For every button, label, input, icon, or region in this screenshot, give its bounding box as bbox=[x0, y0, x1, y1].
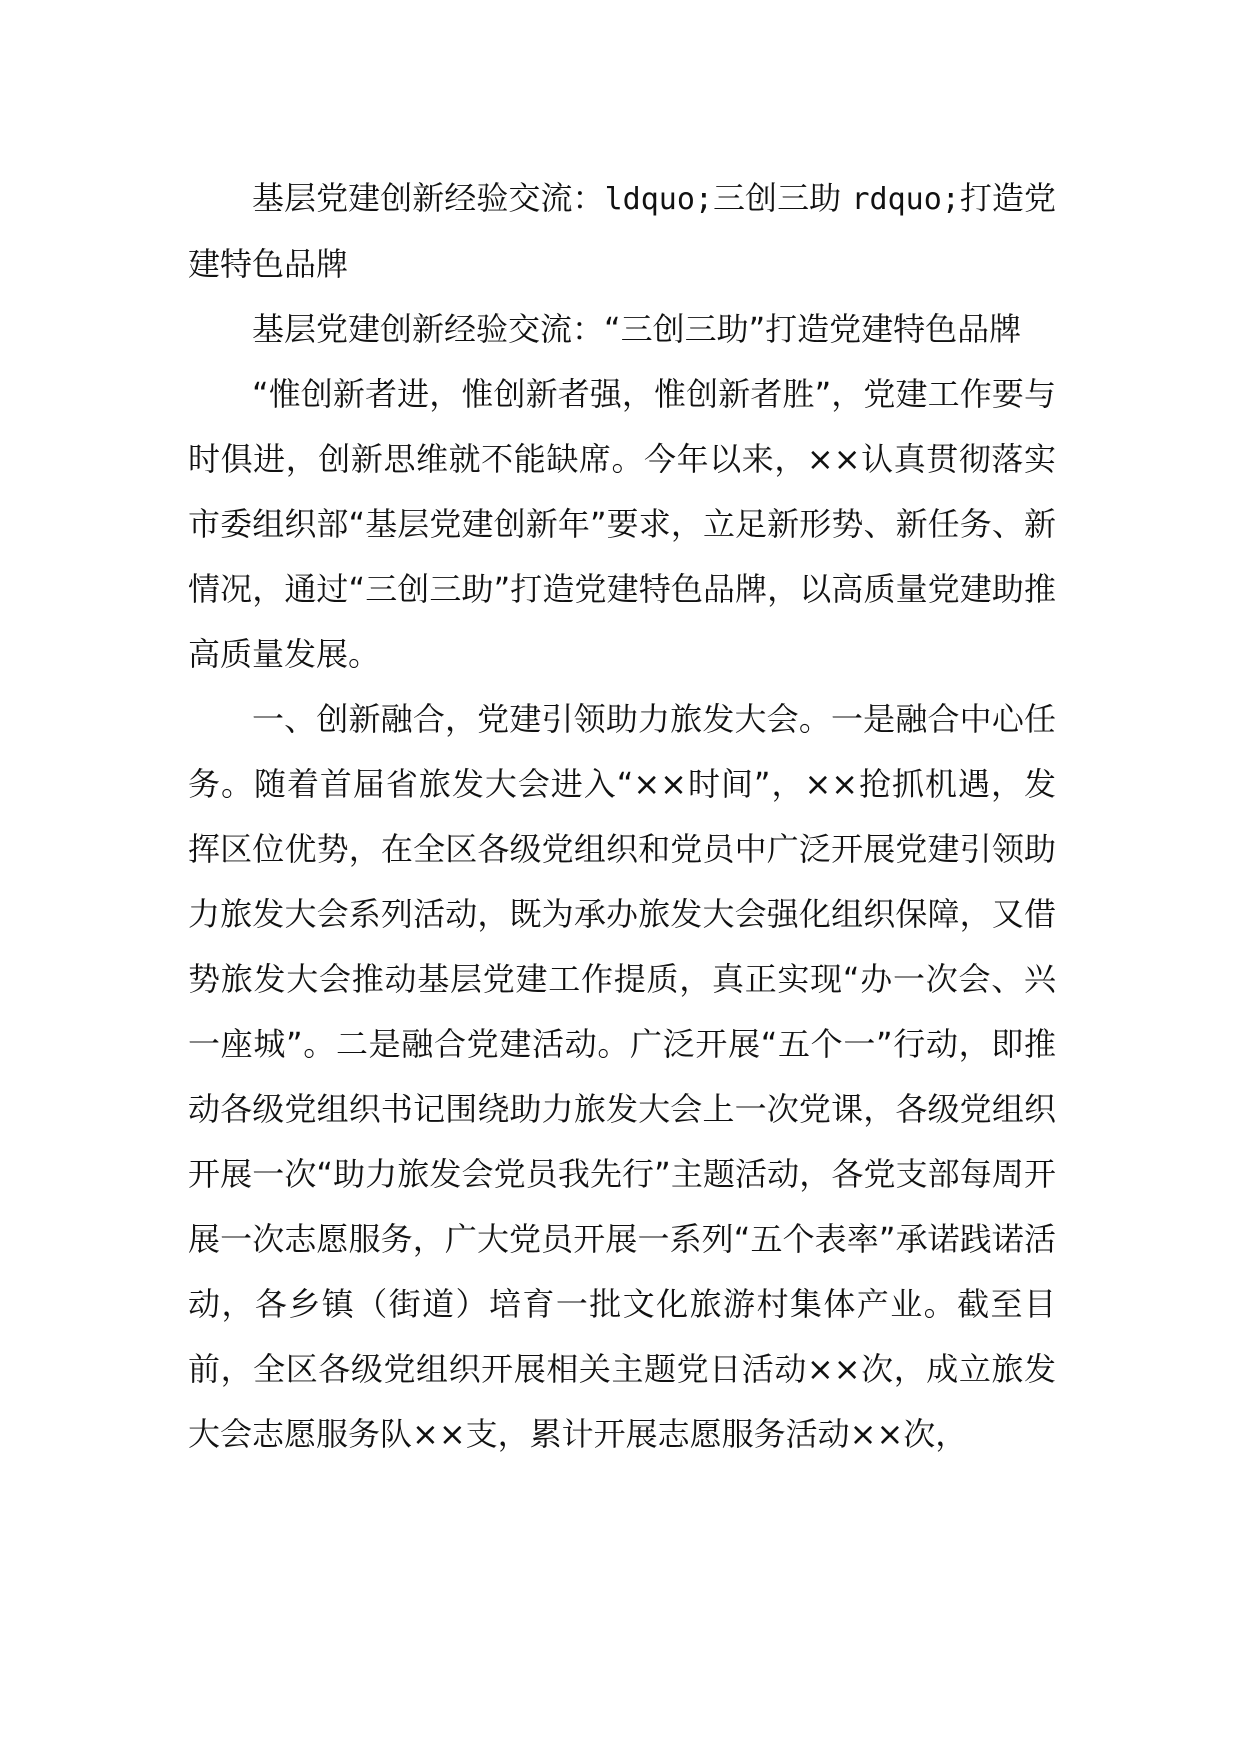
title-part-3: 打造党建特色品牌 bbox=[188, 179, 1056, 283]
title-entity-ldquo: ldquo; bbox=[604, 182, 713, 217]
document-title bbox=[188, 166, 1056, 297]
title-part-2: 三创三助 bbox=[712, 179, 842, 217]
document-body bbox=[188, 166, 1056, 1467]
document-subtitle: 基层党建创新经验交流：“三创三助”打造党建特色品牌 bbox=[252, 310, 1022, 348]
title-part-1: 基层党建创新经验交流： bbox=[252, 179, 605, 217]
section-one-paragraph: 一、创新融合，党建引领助力旅发大会。一是融合中心任务。随着首届省旅发大会进入“××时间”，××抢抓机遇，发挥区位优势，在全区各级党组织和党员中广泛开展党建引领助力旅发大会系列活动，既为承办旅发大会强化组织保障，又借势旅发大会推动基层党建工作提质，真正实现“办一次会、兴一座城”。二是融合党建活动。广泛开展“五个一”行动，即推动各级党组织书记围绕助力旅发大会上一次党课，各级党组织开展一次“助力旅发会党员我先行”主题活动，各党支部每周开展一次志愿服务，广大党员开展一系列“五个表率”承诺践诺活动，各乡镇（街道）培育一批文化旅游村集体产业。截至目前，全区各级党组织开展相关主题党日活动××次，成立旅发大会志愿服务队××支，累计开展志愿服务活动××次， bbox=[188, 700, 1056, 1453]
intro-paragraph: “惟创新者进，惟创新者强，惟创新者胜”，党建工作要与时俱进，创新思维就不能缺席。今年以来，××认真贯彻落实市委组织部“基层党建创新年”要求，立足新形势、新任务、新情况，通过“三创三助”打造党建特色品牌，以高质量党建助推高质量发展。 bbox=[188, 375, 1056, 673]
title-entity-rdquo: rdquo; bbox=[851, 182, 960, 217]
